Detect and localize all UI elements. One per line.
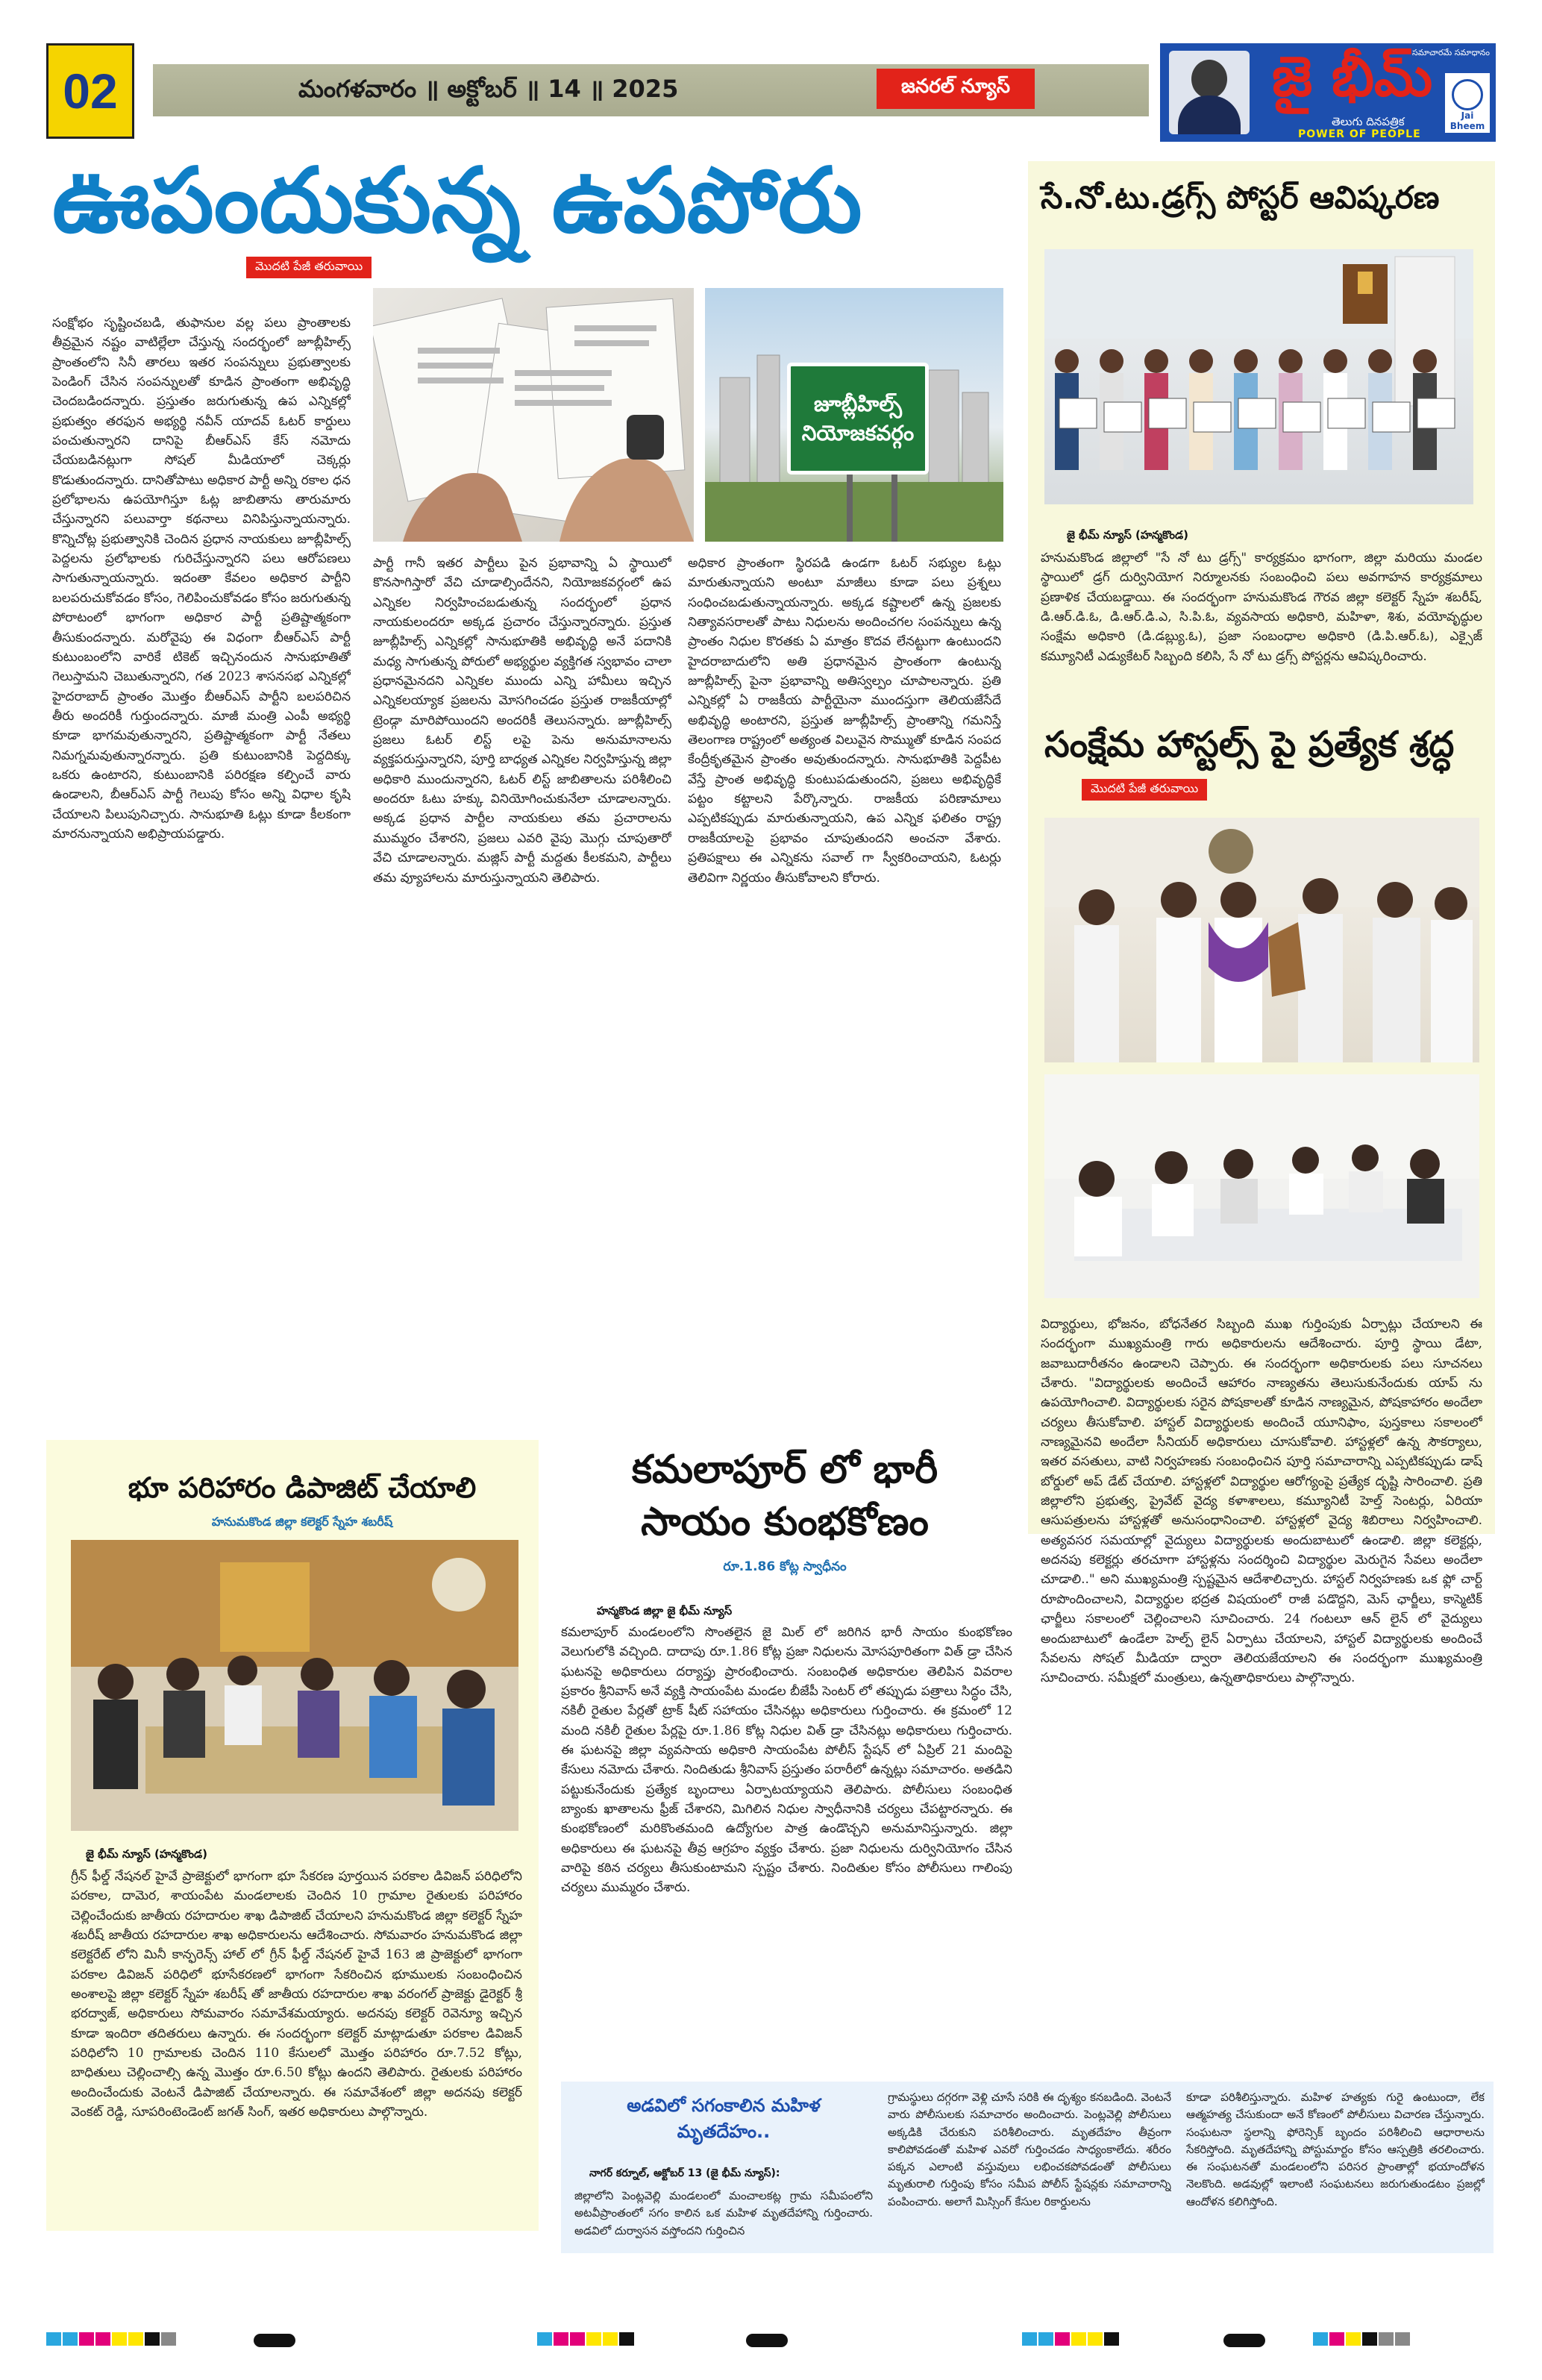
poster-headline: సే.నో.టు.డ్రగ్స్ పోస్టర్ ఆవిష్కరణ: [1041, 179, 1440, 216]
masthead: [1160, 43, 1496, 142]
woman-credit: నాగర్ కర్నూల్, అక్టోబర్ 13 (జై భీమ్ న్యూస్):: [589, 2167, 780, 2179]
kamalapur-subhead: రూ.1.86 కోట్ల స్వాధీనం: [723, 1559, 847, 1574]
poster-credit: జై భీమ్ న్యూస్ (హన్మకొండ): [1067, 528, 1188, 542]
masthead-subtitle: సమాచారమే సమాధానం: [1412, 48, 1490, 57]
registration-strip-2: [537, 2332, 634, 2346]
woman-headline-line-1: అడవిలో సగంకాలిన మహిళ: [627, 2095, 821, 2116]
masthead-badge-text: Jai Bheem: [1449, 110, 1485, 131]
woman-column-3: కూడా పరిశీలిస్తున్నారు. మహిళ హత్యకు గురై ఉంటుందా, లేక ఆత్మహత్య చేసుకుందా అనే కోణంలో పోలీసులు విచారణ చేస్తున్నారు. సంఘటనా స్థలాన్ని ఫోరెన్సిక్ బృందం పరిశీలించి ఆధారాలను సేకరిస్తోంది. మృతదేహాన్ని పోస్టుమార్టం కోసం ఆస్పత్రికి తరలించారు. ఈ సంఘటనతో మండలంలోని పరిసర ప్రాంతాల్లో భయాందోళన నెలకొంది. అడవుల్లో ఇలాంటి సంఘటనలు జరుగుతుండటం ప్రజల్లో ఆందోళన కలిగిస్తోంది.: [1186, 2091, 1485, 2208]
main-story-column-3: అధికార ప్రాంతంగా స్థిరపడి ఉండగా ఓటర్ సభ్యుల ఓట్లు మారుతున్నాయని అంటూ మాజీలు కూడా పలు ప్రశ్నలు సంధించబడుతున్నాయన్నారు. అక్కడ కష్టాలలో ఉన్న ప్రజలకు నిత్యావసరాలతో పాటు నిధులను అందించగల సంపన్నులు ఉన్న ప్రాంతం నిధుల కొరతకు ఏ మాత్రం కొదవ లేనట్టుగా ఉంటుందని హైదరాబాదులోని అతి ప్రధానమైన ప్రాంతంగా ఉంటున్న జూబ్లీహిల్స్ పైనా ప్రభావాన్ని అతిస్వల్పం చూపాలన్నారు. ప్రతి ఎన్నికల్లో ఏ రాజకీయ పార్టీయైనా ముందస్తుగా తెలియజేసేదే అభివృద్ధి అంటారని, ప్రస్తుత జూబ్లీహిల్స్ ప్రాంతాన్ని గమనిస్తే తెలంగాణ రాష్ట్రంలో అత్యంత విలువైన సొమ్ముతో కూడిన సంపద కేంద్రీకృతమైన ప్రాంతం అవుతుందన్నారు. సానుభూతికి పెద్దపీట వేస్తే ప్రాంత అభివృద్ధి కుంటుపడుతుందని, ప్రజలు అభివృద్ధికే పట్టం కట్టాలని పేర్కొన్నారు. రాజకీయ పరిణామాలు ఎప్పటికప్పుడు మారుతున్నాయని, ఉప ఎన్నిక ఫలితం రాష్ట్ర రాజకీయాలపై ప్రభావం చూపుతుందని అంచనా వేశారు. ప్రతిపక్షాలు ఈ ఎన్నికను సవాల్ గా స్వీకరించాయని, ఓటర్లు తెలివిగా నిర్ణయం తీసుకోవాలని కోరారు.: [688, 556, 1001, 886]
main-story-column-1: సంక్షోభం సృష్టించబడి, తుఫానుల వల్ల పలు ప్రాంతాలకు తీవ్రమైన నష్టం వాటిల్లేలా చేస్తున్న సందర్భంలో జూబ్లీహిల్స్ ప్రాంతంలోని సినీ తారలు ఇతర సంపన్నులు ప్రభుత్వాలకు పెండింగ్ చేసిన సంపన్నులతో కూడిన ప్రాంతంగా అభివృద్ధి చెందబడిందన్నారు. ప్రస్తుతం జరుగుతున్న ఉప ఎన్నికల్లో ప్రభుత్వం తరఫున అభ్యర్థి నవీన్ యాదవ్ ఓటర్ కార్డులు పంచుతున్నారని దానిపై బీఆర్ఎస్ కేస్ నమోదు చేయబడినట్లుగా సోషల్ మీడియాలో చెక్కర్లు కొడుతుందన్నారు. దానితోపాటు అధికార పార్టీ అన్ని రకాల ధన ప్రలోభాలను ఉపయోగిస్తూ ఓట్ల జాబితాను తారుమారు చేస్తున్నారని పలువార్తా కథనాలు వినిపిస్తున్నాయన్నారు. కొన్నిచోట్ల ప్రభుత్వానికి చెందిన ప్రధాన నాయకులు జూబ్లీహిల్స్ పెద్దలను ప్రలోభాలకు గురిచేస్తున్నారని పలు ఆరోపణలు సాగుతున్నాయన్నారు. ఇదంతా కేవలం అధికార పార్టీని బలపరుచుకోవడం కోసం, గెలిపించుకోవడం కోసం జరుగుతున్న పోరాటంలో భాగంగా అధికార పార్టీ ప్రతిష్టాత్మకంగా తీసుకుందన్నారు. మరోవైపు ఈ విధంగా బీఆర్ఎస్ పార్టీ కుటుంబంలోని వారికే టికెట్ ఇచ్చినందున సానుభూతితో గెలుస్తామని చెబుతున్నారని, గత 2023 శాసనసభ ఎన్నికల్లో హైదరాబాద్ ప్రాంతం మొత్తం బీఆర్ఎస్ పార్టీని బలపరిచిన తీరు అందరికీ గుర్తుందన్నారు. మాజీ మంత్రి ఎంపీ అభ్యర్థి కూడా భాగమవుతున్నారని, ప్రతిష్టాత్మకంగా పార్టీ నేతలు నిమగ్నమవుతున్నారన్నారు. ప్రతి కుటుంబానికి పెద్దదిక్కు ఒకరు ఉంటారని, కుటుంబానికి పరిరక్షణ కల్పించే వారు ఉండాలని, బీఆర్ఎస్ పార్టీ గెలుపు కోసం అన్ని విధాల కృషి చేయాలని పిలుపునిచ్చారు. సానుభూతి ఓట్లు కూడా కీలకంగా మారనున్నాయని అభిప్రాయపడ్డారు.: [52, 316, 351, 842]
hostel-body: విద్యార్థులు, భోజనం, బోధనేతర సిబ్బంది ముఖ గుర్తింపుకు ఏర్పాట్లు చేయాలని ఈ సందర్భంగా ముఖ్యమంత్రి గారు అధికారులను ఆదేశించారు. పూర్తి స్థాయి డేటా, జవాబుదారీతనం ఉండాలని చెప్పారు. ఈ సందర్భంగా అధికారులకు పలు సూచనలు చేశారు. "విద్యార్థులకు అందించే ఆహారం నాణ్యతను తెలుసుకునేందుకు యాప్ ను ఉపయోగించాలి. విద్యార్థులకు సరైన పోషకాలతో కూడిన నాణ్యమైన, పోషకాహారం అందేలా చర్యలు తీసుకోవాలి. హాస్టల్ విద్యార్థులకు అందించే యూనిఫాం, పుస్తకాలు సకాలంలో నాణ్యమైనవి అందేలా సీనియర్ అధికారులు చూసుకోవాలి. హాస్టళ్లలో ఉన్న సౌకర్యాలు, ఇతర వసతులు, వాటి నిర్వహణకు సంబంధించిన పూర్తి సమాచారాన్ని ఎప్పటికప్పుడు డాష్ బోర్డులో అప్ డేట్ చేయాలి. హాస్టళ్లలో విద్యార్థుల ఆరోగ్యంపై ప్రత్యేక దృష్టి సారించాలి. ప్రతి జిల్లాలోని ప్రభుత్వ, ప్రైవేట్ వైద్య కళాశాలలు, కమ్యూనిటీ హెల్త్ సెంటర్లు, ఏరియా ఆసుపత్రులను హాస్టళ్లతో అనుసంధానించాలి. హాస్టళ్లలో వైద్య శిబిరాలు నిర్వహించాలి. అత్యవసర సమయాల్లో వైద్యులు విద్యార్థులకు అందుబాటులో ఉండాలి. జిల్లా కలెక్టర్లు, అదనపు కలెక్టర్లు తరచూగా హాస్టళ్లను సందర్శించి విద్యార్థుల మెరుగైన సేవలు అందేలా చూడాలి.." అని ముఖ్యమంత్రి స్పష్టమైన ఆదేశాలిచ్చారు. హాస్టల్ నిర్వహణకు ఒక ఫ్లో చార్ట్ రూపొందించాలని, విద్యార్థుల భద్రత విషయంలో రాజీ పడొద్దని, మెస్ ఛార్జీలు, కాస్మెటిక్ ఛార్జీలు సకాలంలో చెల్లించాలని సూచించారు. 24 గంటలూ ఆన్ లైన్ లో వైద్యులు అందుబాటులో ఉండేలా హెల్ప్ లైన్ ఏర్పాటు చేయాలని, హాస్టల్ విద్యార్థులకు అందించే సేవలను సోషల్ మీడియా ద్వారా తెలియజేయాలని ఈ సందర్భంగా ముఖ్యమంత్రి సూచించారు. సమీక్షలో మంత్రులు, ఉన్నతాధికారులు పాల్గొన్నారు.: [1041, 1317, 1482, 1686]
masthead-tagline: తెలుగు దినపత్రిక: [1332, 115, 1405, 128]
registration-pill-3: [1223, 2334, 1265, 2347]
land-headline: భూ పరిహారం డిపాజిట్ చేయాలి: [128, 1471, 477, 1504]
cm-felicitation-photo: [1044, 818, 1479, 1062]
main-headline: ఊపందుకున్న ఉపపోరు: [52, 149, 862, 253]
masthead-portrait: [1169, 51, 1250, 134]
registration-strip-4: [1313, 2332, 1410, 2346]
hostel-headline: సంక్షేమ హాస్టల్స్ పై ప్రత్యేక శ్రద్ధ: [1044, 724, 1455, 765]
woman-column-2: గ్రామస్థులు దగ్గరగా వెళ్లి చూసే సరికి ఈ దృశ్యం కనబడింది. వెంటనే వారు పోలీసులకు సమాచారం అందించారు. పెంట్లవెల్లి పోలీసులు అక్కడికి చేరుకుని పరిశీలించారు. మృతదేహం తీవ్రంగా కాలిపోవడంతో మహిళ ఎవరో గుర్తించడం సాధ్యంకాలేదు. శరీరం పక్కన ఎలాంటి వస్తువులు లభించకపోవడంతో పోలీసులు మృతురాలి గుర్తింపు కోసం సమీప పోలీస్ స్టేషన్లకు సమాచారాన్ని పంపించారు. అలాగే మిస్సింగ్ కేసుల రికార్డులను: [888, 2091, 1171, 2208]
date-bar: [153, 64, 1149, 116]
kamalapur-headline: [561, 1444, 1009, 1548]
main-story-column-2: పార్టీ గానీ ఇతర పార్టీలు పైన ప్రభావాన్ని ఏ స్థాయిలో కొనసాగిస్తారో వేచి చూడాల్సిందేనని, నియోజకవర్గంలో ఉప ఎన్నికల నిర్వహించబడుతున్న సందర్భంలో ప్రధాన నాయకులందరూ అక్కడ ప్రచారం చేస్తున్నారన్నారు. ప్రస్తుత జూబ్లీహిల్స్ ఎన్నికల్లో సానుభూతికి అభివృద్ధి అనే పదానికి మధ్య సాగుతున్న పోరులో అభ్యర్థుల వ్యక్తిగత స్వభావం చాలా ప్రధానమైనదని ఎన్నికల ముందు ఎన్ని హామీలు ఇచ్చిన ఎన్నికలయ్యాక ప్రజలను మోసగించడం ప్రస్తుత రాజకీయాల్లో ట్రెండ్గా మారిపోయిందని అందరికీ తెలుసన్నారు. జూబ్లీహిల్స్ ప్రజలు ఓటర్ లిస్ట్ లపై పెను అనుమానాలను వ్యక్తపరుస్తున్నారని, పూర్తి బాధ్యత ఎన్నికల నిర్వహిస్తున్న జిల్లా అధికారి ముందున్నారని, ఓటర్ లిస్ట్ జాబితాలను పరిశీలించి అందరూ ఓటు హక్కు వినియోగించుకునేలా చూడాలన్నారు. అక్కడ ప్రధాన పార్టీల నాయకులు తమ ప్రచారాలను ముమ్మరం చేశారని, ప్రజలు ఎవరి వైపు మొగ్గు చూపుతారో వేచి చూడాలన్నారు. మజ్లిస్ పార్టీ మద్దతు కీలకమని, పార్టీలు తమ వ్యూహాలను మారుస్తున్నాయని తెలిపారు.: [373, 556, 671, 886]
land-subhead: హనుమకొండ జిల్లా కలెక్టర్ స్నేహ శబరీష్: [211, 1515, 393, 1529]
kamalapur-headline-line-1: కమలాపూర్ లో భారీ: [631, 1447, 938, 1492]
constituency-sign-photo: [705, 288, 1003, 542]
issue-date: మంగళవారం ॥ అక్టోబర్ ॥ 14 ॥ 2025: [298, 75, 679, 103]
page-number: 02: [46, 43, 134, 139]
registration-pill-2: [746, 2334, 788, 2347]
ballot-papers-photo: [373, 288, 694, 542]
kamalapur-headline-line-2: సాయం కుంభకోణం: [641, 1500, 929, 1545]
cm-review-meeting-photo: [1044, 1074, 1479, 1298]
section-label: జనరల్ న్యూస్: [877, 69, 1035, 109]
kamalapur-body: కమలాపూర్ మండలంలోని సొంతలైన జై మిల్ లో జరిగిన భారీ సాయం కుంభకోణం వెలుగులోకి వచ్చింది. దాదాపు రూ.1.86 కోట్ల ప్రజా నిధులను మోసపూరితంగా విత్ డ్రా చేసిన ఘటనపై అధికారులు దర్యాప్తు ప్రారంభించారు. సంబంధిత అధికారుల తెలిపిన వివరాల ప్రకారం శ్రీనివాస్ అనే వ్యక్తి సాయంపేట మండల బీజేపీ సెంటర్ లో తప్పుడు పత్రాలు సిద్ధం చేసి, నకిలీ రైతుల పేర్లతో ట్రాక్ షీట్ సహాయం చేసినట్లు అధికారులు గుర్తించారు. ఈ క్రమంలో 12 మంది నకిలీ రైతుల పేర్లపై రూ.1.86 కోట్ల నిధుల విత్ డ్రా చేసినట్లు అధికారులు గుర్తించారు. ఈ ఘటనపై జిల్లా వ్యవసాయ అధికారి సాయంపేట పోలీస్ స్టేషన్ లో ఏప్రిల్ 21 మందిపై కేసులు నమోదు చేశారు. నిందితుడు శ్రీనివాస్ ప్రస్తుతం పరారీలో ఉన్నట్లు సమాచారం. అతడిని పట్టుకునేందుకు ప్రత్యేక బృందాలు ఏర్పాటయ్యాయని తెలిపారు. పోలీసులు సంబంధిత బ్యాంకు ఖాతాలను ఫ్రీజ్ చేశారని, మిగిలిన నిధుల స్వాధీనానికి చర్యలు చేపట్టారన్నారు. ఈ కుంభకోణంలో మరికొంతమంది ఉద్యోగుల పాత్ర ఉండొచ్చని అనుమానిస్తున్నారు. జిల్లా అధికారులు ఈ ఘటనపై తీవ్ర ఆగ్రహం వ్యక్తం చేశారు. ప్రజా నిధులను దుర్వినియోగం చేసిన వారిపై కఠిన చర్యలు తీసుకుంటామని స్పష్టం చేశారు. నిందితుల కోసం పోలీసులు గాలింపు చర్యలు ముమ్మరం చేశారు.: [561, 1625, 1012, 1896]
constituency-sign: జూబ్లీహిల్స్ నియోజకవర్గం: [787, 363, 929, 475]
hostel-continuation-tag: మొదటి పేజీ తరువాయి: [1082, 779, 1207, 801]
kamalapur-credit: హన్మకొండ జిల్లా జై భీమ్ న్యూస్: [597, 1604, 733, 1618]
masthead-badge: [1445, 73, 1490, 133]
woman-headline-line-2: మృతదేహం..: [677, 2120, 771, 2142]
land-meeting-photo: [71, 1540, 518, 1831]
masthead-title: జై భీమ్: [1272, 45, 1433, 109]
land-credit: జై భీమ్ న్యూస్ (హన్మకొండ): [86, 1847, 207, 1861]
land-body: గ్రీన్ ఫీల్డ్ నేషనల్ హైవే ప్రాజెక్టులో భాగంగా భూ సేకరణ పూర్తయిన పరకాల డివిజన్ పరిధిలోని పరకాల, దామెర, శాయంపేట మండలాలకు చెందిన 10 గ్రామాల రైతులకు పరిహారం చెల్లించేందుకు జాతీయ రహదారుల శాఖ డిపాజిట్ చేయాలని హనుమకొండ జిల్లా కలెక్టర్ స్నేహ శబరీష్ జాతీయ రహదారుల శాఖ అధికారులను ఆదేశించారు. సోమవారం హనుమకొండ జిల్లా కలెక్టరేట్ లోని మినీ కాన్ఫరెన్స్ హాల్ లో గ్రీన్ ఫీల్డ్ నేషనల్ హైవే 163 జి ప్రాజెక్టులో భాగంగా పరకాల డివిజన్ పరిధిలో భూసేకరణలో భాగంగా సేకరించిన భూములకు సంబంధించిన అంశాలపై జిల్లా కలెక్టర్ స్నేహ శబరీష్ తో జాతీయ రహదారుల శాఖ వరంగల్ ప్రాజెక్టు డైరెక్టర్ శ్రీ భరద్వాజ్, అధికారులు సోమవారం సమావేశమయ్యారు. అదనపు కలెక్టర్ రెవెన్యూ ఇచ్చిన కూడా ఇందిరా తదితరులు ఉన్నారు. ఈ సందర్భంగా కలెక్టర్ మాట్లాడుతూ పరకాల డివిజన్ పరిధిలోని 10 గ్రామాలకు చెందిన 110 కేసులలో మొత్తం పరిహారం రూ.7.52 కోట్లు, బాధితులు చెల్లించాల్సి ఉన్న మొత్తం రూ.6.50 కోట్లు ఉందని తెలిపారు. రైతులకు పరిహారం అందించేందుకు వెంటనే డిపాజిట్ చేయాలన్నారు. ఈ సమావేశంలో జిల్లా అదనపు కలెక్టర్ వెంకట్ రెడ్డి, సూపరింటెండెంట్ జగత్ సింగ్, ఇతర అధికారులు పాల్గొన్నారు.: [71, 1869, 522, 2120]
masthead-slogan: POWER OF PEOPLE: [1298, 128, 1421, 140]
woman-column-1: జిల్లాలోని పెంట్లవెల్లి మండలంలో మంచాలకట్ల గ్రామ సమీపంలోని అటవీప్రాంతంలో సగం కాలిన ఒక మహిళ మృతదేహాన్ని గుర్తించారు. అడవిలో దుర్వాసన వస్తోందని గుర్తించిన: [574, 2189, 873, 2237]
main-story-continuation-tag: మొదటి పేజీ తరువాయి: [246, 257, 372, 278]
registration-pill-1: [254, 2334, 295, 2347]
woman-headline: [574, 2093, 873, 2145]
poster-launch-photo: [1044, 249, 1473, 504]
poster-body: హనుమకొండ జిల్లాలో "సే నో టు డ్రగ్స్" కార్యక్రమం భాగంగా, జిల్లా మరియు మండల స్థాయిలో డ్రగ్ దుర్వినియోగ నిర్మూలనకు సంబంధించి పలు అవగాహన కార్యక్రమాలు ప్రణాళిక చేయబడ్డాయి. ఈ సందర్భంగా హనుమకొండ గౌరవ జిల్లా కలెక్టర్ స్నేహ శబరీష్, డి.ఆర్.డి.ఓ, డి.ఆర్.డి.ఎ, సి.పి.ఓ, వ్యవసాయ అధికారి, మహిళా, శిశు, వయోవృద్ధుల సంక్షేమ అధికారి (డి.డబ్ల్యు.ఓ), ప్రజా సంబంధాల అధికారి (డి.పి.ఆర్.ఓ), ఎక్సైజ్ కమ్యూనిటీ ఎడ్యుకేటర్ సిబ్బంది కలిసి, సే నో టు డ్రగ్స్ పోస్టర్లను ఆవిష్కరించారు.: [1041, 551, 1482, 664]
registration-strip-3: [1022, 2332, 1119, 2346]
registration-strip-1: [46, 2332, 176, 2346]
